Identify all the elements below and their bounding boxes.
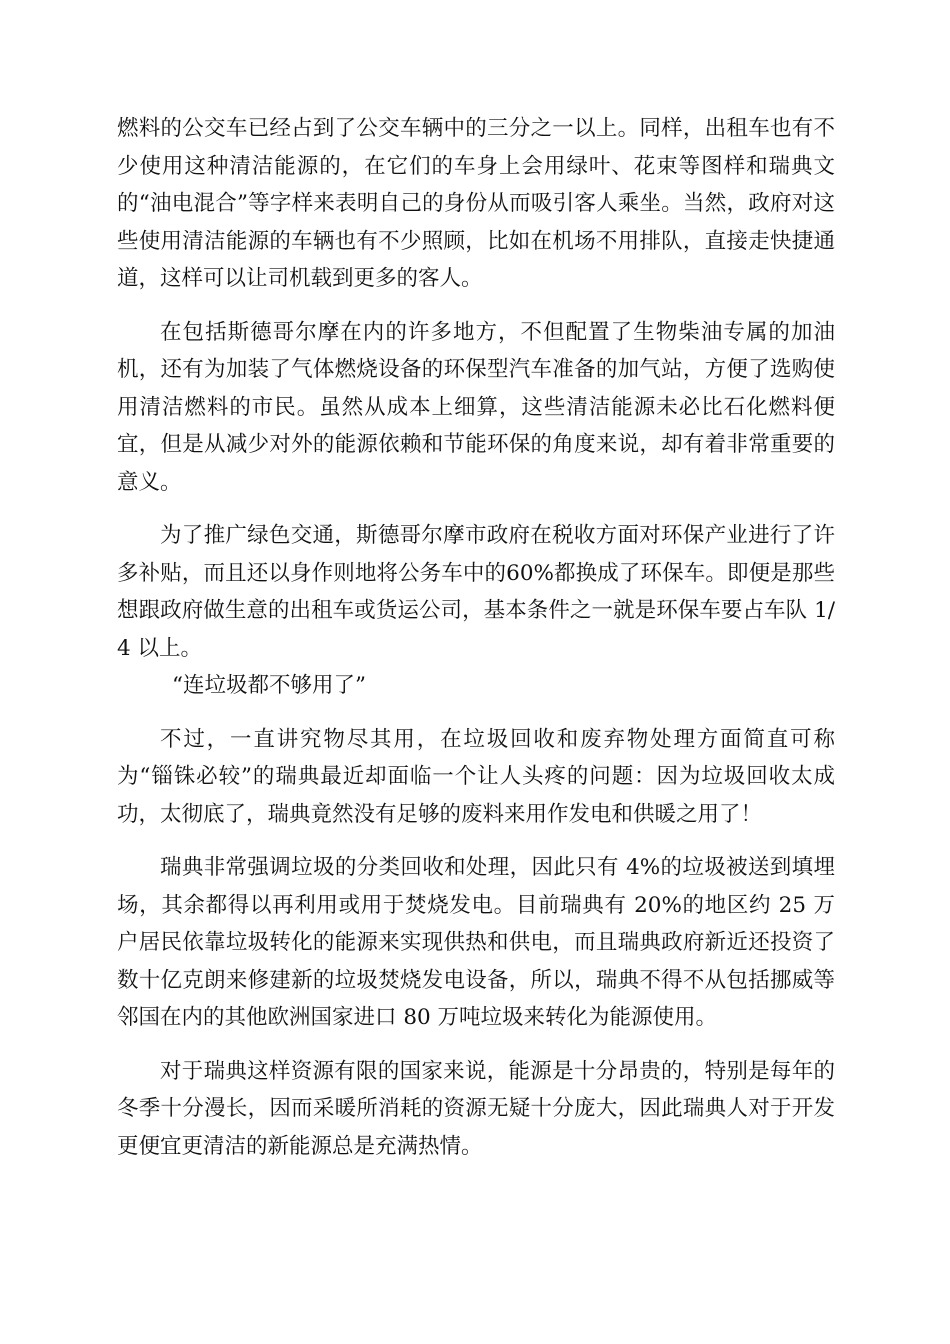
paragraph-fuel-stations: 在包括斯德哥尔摩在内的许多地方，不但配置了生物柴油专属的加油机，还有为加装了气体燃烧设备的环保型汽车准备的加气站，方便了选购使用清洁燃料的市民。虽然从成本上细算，这些清洁能源未必比石化燃料便宜，但是从减少对外的能源依赖和节能环保的角度来说，却有着非常重要的意义。: [117, 319, 835, 495]
section-heading: “连垃圾都不够用了”: [172, 673, 366, 698]
paragraph-energy-cost: 对于瑞典这样资源有限的国家来说，能源是十分昂贵的，特别是每年的冬季十分漫长，因而采暖所消耗的资源无疑十分庞大，因此瑞典人对于开发更便宜更清洁的新能源总是充满热情。: [117, 1058, 835, 1159]
document-body: [117, 110, 835, 1165]
paragraph-continued: 燃料的公交车已经占到了公交车辆中的三分之一以上。同样，出租车也有不少使用这种清洁能源的，在它们的车身上会用绿叶、花束等图样和瑞典文的“油电混合”等字样来表明自己的身份从而吸引客人乘坐。当然，政府对这些使用清洁能源的车辆也有不少照顾，比如在机场不用排队，直接走快捷通道，这样可以让司机载到更多的客人。: [117, 116, 835, 291]
paragraph-garbage-problem: 不过，一直讲究物尽其用，在垃圾回收和废弃物处理方面简直可称为“锱铢必较”的瑞典最近却面临一个让人头疼的问题：因为垃圾回收太成功，太彻底了，瑞典竟然没有足够的废料来用作发电和供暖之用了！: [117, 726, 835, 827]
paragraph-green-transport: 为了推广绿色交通，斯德哥尔摩市政府在税收方面对环保产业进行了许多补贴，而且还以身作则地将公务车中的60%都换成了环保车。即便是那些想跟政府做生意的出租车或货运公司，基本条件之一就是环保车要占车队 1/4 以上。: [117, 523, 835, 661]
paragraph-waste-recycling: 瑞典非常强调垃圾的分类回收和处理，因此只有 4%的垃圾被送到填埋场，其余都得以再利用或用于焚烧发电。目前瑞典有 20%的地区约 25 万户居民依靠垃圾转化的能源来实现供热和供电，而且瑞典政府新近还投资了数十亿克朗来修建新的垃圾焚烧发电设备，所以，瑞典不得不从包括挪威等邻国在内的其他欧洲国家进口 80 万吨垃圾来转化为能源使用。: [117, 855, 835, 1030]
